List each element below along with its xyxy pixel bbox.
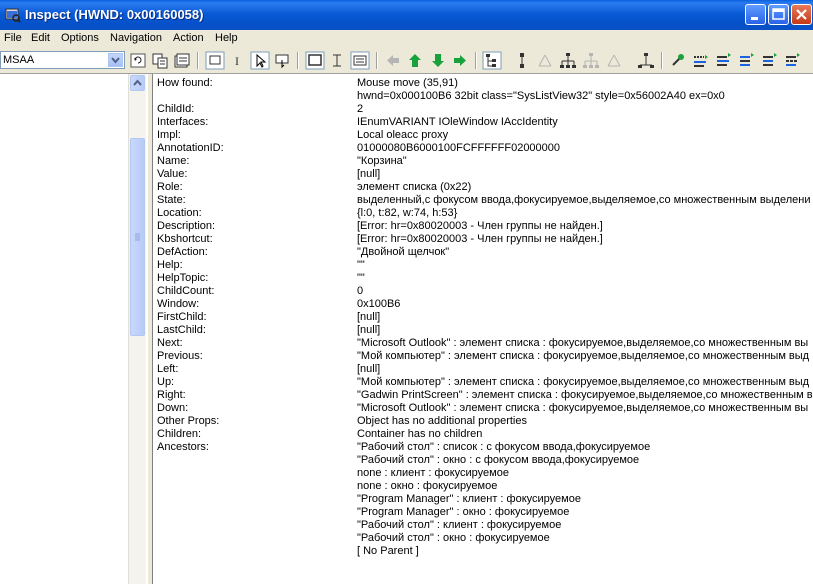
property-value: "Двойной щелчок": [357, 246, 450, 258]
property-value: "Мой компьютер" : элемент списка : фокусируемое,выделяемое,со множественным выд: [357, 376, 810, 388]
nav-up-icon[interactable]: [405, 51, 425, 70]
property-value: "Microsoft Outlook" : элемент списка : фокусируемое,выделяемое,со множественным вы: [357, 402, 809, 414]
maximize-icon: [769, 5, 788, 24]
property-value: Local oleacc proxy: [357, 129, 449, 141]
nav-back-icon[interactable]: [383, 51, 403, 70]
properties-icon[interactable]: [172, 51, 192, 70]
tree-scrollbar[interactable]: [128, 74, 146, 584]
toolbar-separator: [297, 52, 299, 69]
property-value: 2: [357, 103, 364, 115]
property-value: "": [357, 272, 365, 284]
element-tree-pane[interactable]: [0, 74, 149, 584]
menu-help[interactable]: Help: [215, 32, 238, 44]
properties-pane: [152, 74, 813, 584]
ancestor-line: "Program Manager" : окно : фокусируемое: [357, 506, 570, 518]
navigate-child-icon[interactable]: [636, 51, 656, 70]
property-name: DefAction:: [157, 246, 208, 258]
property-name: Impl:: [157, 129, 181, 141]
toolbar-separator: [475, 52, 477, 69]
property-value: {l:0, t:82, w:74, h:53}: [357, 207, 458, 219]
property-value: [null]: [357, 363, 381, 375]
property-value: [null]: [357, 311, 381, 323]
menu-file[interactable]: File: [4, 32, 22, 44]
property-name: HelpTopic:: [157, 272, 209, 284]
property-name: Name:: [157, 155, 190, 167]
navigate-parent-icon[interactable]: [512, 51, 532, 70]
property-value: Container has no children: [357, 428, 483, 440]
extend-selection-icon[interactable]: [782, 51, 802, 70]
property-name: Window:: [157, 298, 200, 310]
property-name: State:: [157, 194, 186, 206]
toolbar-separator: [376, 52, 378, 69]
property-name: LastChild:: [157, 324, 206, 336]
navigate-first-child-icon[interactable]: [535, 51, 555, 70]
maximize-button[interactable]: [768, 4, 789, 25]
rectangle-highlight-icon[interactable]: [205, 51, 225, 70]
chevron-down-icon: [109, 54, 122, 66]
ancestor-line: none : окно : фокусируемое: [357, 480, 498, 492]
dropdown-button[interactable]: [108, 53, 123, 67]
property-name: Help:: [157, 259, 183, 271]
property-name: ChildId:: [157, 103, 195, 115]
show-info-icon[interactable]: [350, 51, 370, 70]
property-value: "Мой компьютер" : элемент списка : фокусируемое,выделяемое,со множественным выд: [357, 350, 810, 362]
close-icon: [792, 5, 811, 24]
close-button[interactable]: [791, 4, 812, 25]
tree-icon[interactable]: [482, 51, 502, 70]
ancestor-line: none : клиент : фокусируемое: [357, 467, 509, 479]
watch-cursor-icon[interactable]: [272, 51, 292, 70]
navigate-previous-icon[interactable]: [558, 51, 578, 70]
app-icon: [5, 7, 21, 23]
nav-forward-icon[interactable]: [450, 51, 470, 70]
property-name: Down:: [157, 402, 189, 414]
property-value: "Рабочий стол" : список : с фокусом ввода,фокусируемое: [357, 441, 651, 453]
property-value: [null]: [357, 168, 381, 180]
ancestor-line: "Рабочий стол" : окно : с фокусом ввода,фокусируемое: [357, 454, 640, 466]
property-value: элемент списка (0x22): [357, 181, 472, 193]
property-value: выделенный,с фокусом ввода,фокусируемое,выделяемое,со множественным выделени: [357, 194, 811, 206]
property-name: Interfaces:: [157, 116, 209, 128]
svg-text:I: I: [235, 54, 239, 68]
copy-icon[interactable]: [150, 51, 170, 70]
property-value: "Корзина": [357, 155, 407, 167]
ancestor-line: [ No Parent ]: [357, 545, 419, 557]
property-name: Location:: [157, 207, 202, 219]
set-focus-icon[interactable]: [690, 51, 710, 70]
property-name: Up:: [157, 376, 175, 388]
property-name: Description:: [157, 220, 216, 232]
property-value: Object has no additional properties: [357, 415, 527, 427]
ancestor-line: "Рабочий стол" : окно : фокусируемое: [357, 532, 550, 544]
focus-rect-icon[interactable]: [305, 51, 325, 70]
refresh-icon[interactable]: [128, 51, 148, 70]
menu-edit[interactable]: Edit: [31, 32, 50, 44]
menu-bar: [0, 30, 813, 48]
property-name: Role:: [157, 181, 183, 193]
navigate-last-child-icon[interactable]: [604, 51, 624, 70]
property-name: Next:: [157, 337, 183, 349]
ancestor-line: "Program Manager" : клиент : фокусируемое: [357, 493, 581, 505]
action-icon[interactable]: [668, 51, 688, 70]
property-value: "Gadwin PrintScreen" : элемент списка : фокусируемое,выделяемое,со множественным в: [357, 389, 813, 401]
scroll-up-button[interactable]: [130, 75, 145, 91]
minimize-icon: [746, 5, 765, 24]
menu-action[interactable]: Action: [173, 32, 204, 44]
property-value: 0x100B6: [357, 298, 401, 310]
grip-icon: [131, 139, 144, 335]
minimize-button[interactable]: [745, 4, 766, 25]
caret-icon[interactable]: [327, 51, 347, 70]
property-name: Value:: [157, 168, 188, 180]
property-value: [null]: [357, 324, 381, 336]
property-name: Ancestors:: [157, 441, 209, 453]
navigate-next-icon[interactable]: [581, 51, 601, 70]
toolbar-separator: [661, 52, 663, 69]
window-title: Inspect (HWND: 0x00160058): [25, 7, 204, 22]
property-value: hwnd=0x000100B6 32bit class="SysListView32" style=0x56002A40 ex=0x0: [357, 90, 725, 102]
property-value: [Error: hr=0x80020003 - Член группы не найден.]: [357, 220, 603, 232]
ancestor-line: "Рабочий стол" : клиент : фокусируемое: [357, 519, 562, 531]
toolbar-separator: [197, 52, 199, 69]
property-name: Previous:: [157, 350, 203, 362]
property-value: [Error: hr=0x80020003 - Член группы не найден.]: [357, 233, 603, 245]
mode-select[interactable]: [0, 51, 125, 69]
nav-down-icon[interactable]: [428, 51, 448, 70]
property-name: Left:: [157, 363, 179, 375]
property-name: Kbshortcut:: [157, 233, 213, 245]
toolbar: [0, 48, 813, 74]
property-name: ChildCount:: [157, 285, 215, 297]
title-bar[interactable]: [0, 0, 813, 30]
property-value: "": [357, 259, 365, 271]
property-name: Children:: [157, 428, 202, 440]
menu-options[interactable]: Options: [61, 32, 99, 44]
scroll-thumb[interactable]: [130, 138, 145, 336]
select-icon[interactable]: [713, 51, 733, 70]
property-value: IEnumVARIANT IOleWindow IAccIdentity: [357, 116, 558, 128]
property-value: 01000080B6000100FCFFFFFF02000000: [357, 142, 561, 154]
property-name: Other Props:: [157, 415, 220, 427]
property-name: FirstChild:: [157, 311, 207, 323]
property-name: Right:: [157, 389, 186, 401]
property-value: 0: [357, 285, 364, 297]
mode-select-value: MSAA: [3, 54, 35, 66]
menu-navigation[interactable]: Navigation: [110, 32, 162, 44]
remove-selection-icon[interactable]: [759, 51, 779, 70]
property-value: Mouse move (35,91): [357, 77, 458, 89]
arrow-pointer-icon[interactable]: [250, 51, 270, 70]
chevron-up-icon: [131, 76, 144, 90]
property-value: "Microsoft Outlook" : элемент списка : фокусируемое,выделяемое,со множественным вы: [357, 337, 809, 349]
text-cursor-icon[interactable]: [228, 51, 248, 70]
property-name: How found:: [157, 77, 213, 89]
property-name: AnnotationID:: [157, 142, 224, 154]
add-selection-icon[interactable]: [736, 51, 756, 70]
